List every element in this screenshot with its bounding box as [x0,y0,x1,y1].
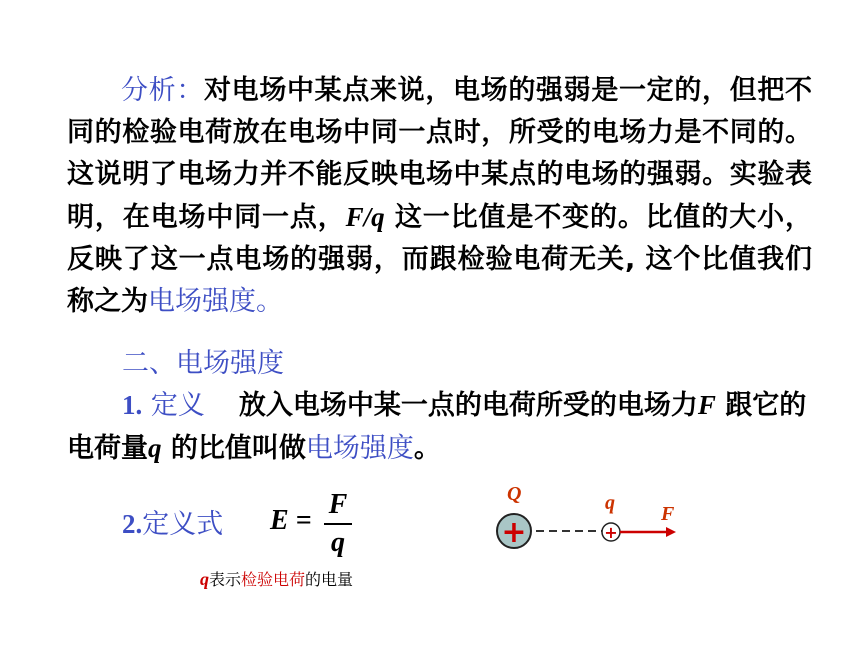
formula-numerator: F [328,489,348,520]
definition-number: 1. [122,390,143,420]
section-title: 二、电场强度 [122,348,284,379]
note-text-2: 的电量 [305,570,354,589]
note-q: q [200,569,209,589]
formula-denominator: q [331,527,345,558]
definition-text-2: 跟它的电荷量 [67,390,807,464]
ratio-symbol: F/q [345,202,385,232]
definition-term: 电场强度 [305,433,414,464]
formula-label-text: 定义式 [142,509,224,540]
force-arrow-head [666,527,676,537]
source-sign: + [501,515,527,550]
force-label: F [661,503,675,525]
note-text-1: 表示 [209,570,242,589]
test-charge-label: q [605,492,615,514]
test-sign: + [604,523,618,542]
source-charge-label: Q [507,483,522,505]
definition-symbol-q: q [148,433,162,463]
definition-end: 。 [413,433,441,464]
note-highlight: 检验电荷 [241,570,306,589]
field-diagram [480,478,700,558]
analysis-end: 。 [256,286,283,317]
note [200,567,353,590]
formula-lhs: E = [270,505,312,536]
formula-fraction [324,489,352,559]
analysis-text-1: 对电场中某点来说，电场的强弱是一定的，但把不同的检验电荷放在电场中同一点时，所受的电场力是不同的。这说明了电场力并不能反映电场中某点的电场的强弱。实验表明，在电场中同一点， [67,75,812,233]
analysis-prefix: 分析： [121,75,204,106]
formula-label [122,502,223,541]
fraction-bar [324,523,352,525]
analysis-paragraph [67,70,812,323]
definition-paragraph [67,384,812,470]
definition-symbol-f: F [697,390,716,420]
analysis-term: 电场强度 [148,286,256,317]
analysis-text-2: 这一比值是不变的。比值的大小，反映了这一点电场的强弱，而跟检验电荷无关, 这个比值我们称之为 [67,202,813,317]
definition-text-3: 的比值叫做 [161,433,306,464]
definition-label: 定义 [142,390,205,421]
formula-number: 2. [122,509,143,539]
definition-text-1: 放入电场中某一点的电荷所受的电场力 [238,390,698,421]
